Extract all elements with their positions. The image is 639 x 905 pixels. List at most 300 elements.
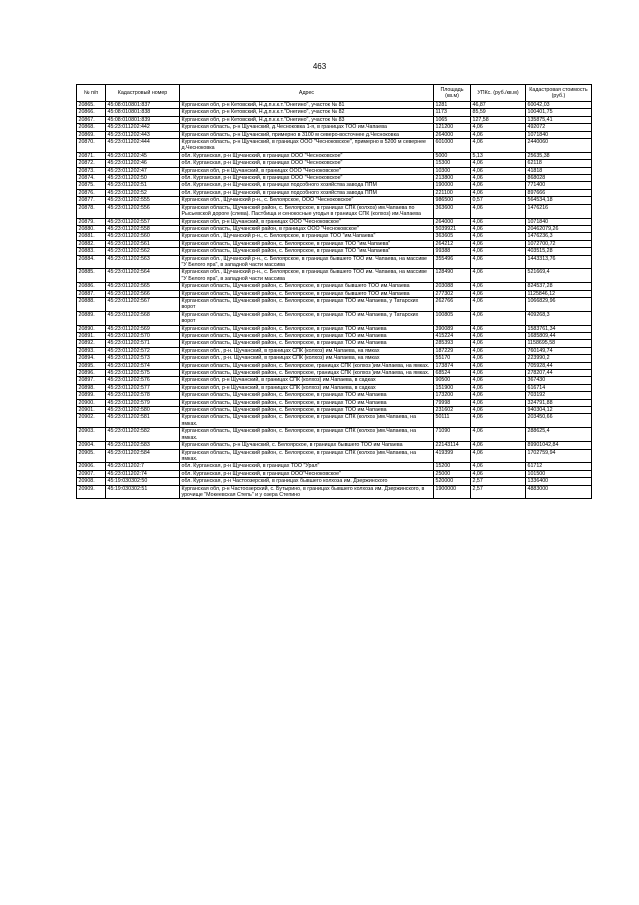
- cell-cadastral-value: 1072700,72: [526, 240, 592, 247]
- cell-cadastral-value: 41818: [526, 167, 592, 174]
- cell-number: 20896.: [77, 370, 106, 377]
- cell-cadastral-value: 367430: [526, 377, 592, 384]
- cell-area: 390089: [434, 325, 471, 332]
- cell-upks: 4,06: [471, 297, 526, 311]
- cell-upks: 4,06: [471, 160, 526, 167]
- cell-upks: 4,06: [471, 269, 526, 283]
- cell-cadastral-value: 62118: [526, 160, 592, 167]
- table-body: [77, 102, 592, 499]
- cell-cadastral-value: 101500: [526, 470, 592, 477]
- cell-address: Курганская область, Щучанский район, с. Белоярское, в границах ТОО им.Чапаева: [180, 340, 434, 347]
- cell-area: 190000: [434, 182, 471, 189]
- cell-cadastral-number: 45:23:011202:562: [106, 248, 180, 255]
- cell-number: 20905.: [77, 449, 106, 463]
- cell-cadastral-number: 45:23:011202:578: [106, 392, 180, 399]
- cell-number: 20878.: [77, 204, 106, 218]
- cell-cadastral-number: 45:23:011202:51: [106, 182, 180, 189]
- cell-cadastral-value: 492072: [526, 124, 592, 131]
- table-row: [77, 248, 592, 255]
- cell-upks: 4,06: [471, 311, 526, 325]
- cell-cadastral-value: 61712: [526, 463, 592, 470]
- cell-upks: 4,06: [471, 347, 526, 354]
- table-row: [77, 362, 592, 369]
- table-row: [77, 470, 592, 477]
- cell-area: 213800: [434, 175, 471, 182]
- cell-upks: 85,59: [471, 109, 526, 116]
- cell-number: 20898.: [77, 384, 106, 391]
- cell-address: Курганская обл., Щучанский р-н., с. Белоярское, в границах бывшего ТОО им. Чапаева, на массиве "У Белого яра", в западной части массива: [180, 255, 434, 269]
- cell-cadastral-number: 45:23:011202:580: [106, 407, 180, 414]
- cell-upks: 4,06: [471, 428, 526, 442]
- cell-address: Курганская обл, р-н Кетовский, Н.д.п.к.к.т."Онегино", участок № 81: [180, 102, 434, 109]
- cell-cadastral-number: 45:23:011202:46: [106, 160, 180, 167]
- cell-cadastral-number: 45:23:011202:579: [106, 399, 180, 406]
- cell-number: 20881.: [77, 233, 106, 240]
- cell-cadastral-number: 45:23:011202:582: [106, 428, 180, 442]
- cell-number: 20886.: [77, 283, 106, 290]
- cell-area: 264000: [434, 131, 471, 138]
- cell-cadastral-number: 45:23:011202:555: [106, 197, 180, 204]
- cell-cadastral-value: 1476236,3: [526, 233, 592, 240]
- cell-address: Курганская обл, р-н Щучанский, в границах ООО "Чесноковское": [180, 218, 434, 225]
- cell-cadastral-number: 45:23:011202:576: [106, 377, 180, 384]
- cell-address: Курганская область, р-н Щучанский, с. Белоярское, в границах бывшего ТОО им Чапаева: [180, 442, 434, 449]
- cell-upks: 5,13: [471, 152, 526, 159]
- table-row: [77, 478, 592, 485]
- cell-cadastral-number: 45:08:010801:838: [106, 109, 180, 116]
- cell-number: 20883.: [77, 248, 106, 255]
- cell-cadastral-value: 1443313,76: [526, 255, 592, 269]
- cell-area: 25000: [434, 470, 471, 477]
- cell-address: Курганская обл, р-н Кетовский, Н.д.п.к.к.т."Онегино", участок № 82: [180, 109, 434, 116]
- cell-cadastral-number: 45:23:011202:571: [106, 340, 180, 347]
- cell-upks: 4,06: [471, 204, 526, 218]
- cell-cadastral-number: 45:23:011202:74: [106, 470, 180, 477]
- cell-number: 20869.: [77, 131, 106, 138]
- cell-address: Курганская обл., Щучанский р-н., с. Белоярское, ООО "Чесноковское": [180, 197, 434, 204]
- cell-area: 90500: [434, 377, 471, 384]
- cell-upks: 4,06: [471, 442, 526, 449]
- cell-address: Курганская обл., Щучанский р-н., с. Белоярское, в границах ТОО "им.Чапаева": [180, 233, 434, 240]
- cell-address: Курганская область, Щучанский район, с. Белоярское, в границах бывшего ТОО им.Чапаева: [180, 290, 434, 297]
- table-row: [77, 311, 592, 325]
- table-row: [77, 197, 592, 204]
- cell-address: обл. Курганская, р-н Щучанский, в границах ООО "Чесноковское": [180, 175, 434, 182]
- cell-area: 1173: [434, 109, 471, 116]
- table-row: [77, 407, 592, 414]
- cell-cadastral-number: 45:23:011202:573: [106, 355, 180, 362]
- cell-address: Курганская область, Щучанский район, с. Белоярское, в границах СПК (колхоз) им.Чапаева по Рысьевской дороге (слева). Пастбища и сенокосные угодья в границах СПК (колхоз) им.Чапаева: [180, 204, 434, 218]
- cell-number: 20897.: [77, 377, 106, 384]
- cell-area: 71090: [434, 428, 471, 442]
- table-row: [77, 182, 592, 189]
- cell-area: 520000: [434, 478, 471, 485]
- cell-address: Курганская область, Щучанский район, с. Белоярское, в границах ТОО "им.Чапаева": [180, 248, 434, 255]
- cell-number: 20892.: [77, 340, 106, 347]
- cell-address: Курганская область, Щучанский район, с. Белоярское, в границах СПК (колхоз )им.Чапаева, на ямках.: [180, 414, 434, 428]
- cell-cadastral-value: 705928,44: [526, 362, 592, 369]
- cell-upks: 4,06: [471, 218, 526, 225]
- cell-address: Курганская область, Щучанский район, с. Белоярское, в границах ТОО "им.Чапаева": [180, 240, 434, 247]
- cell-address: обл. Курганская, р-н Щучанский, в границах ООО "Чесноковское": [180, 160, 434, 167]
- cell-number: 20879.: [77, 218, 106, 225]
- cell-area: 355496: [434, 255, 471, 269]
- cell-cadastral-value: 897666: [526, 189, 592, 196]
- cell-cadastral-value: 1158695,58: [526, 340, 592, 347]
- cell-area: 187229: [434, 347, 471, 354]
- cell-area: 100805: [434, 311, 471, 325]
- cell-cadastral-number: 45:23:011202:563: [106, 255, 180, 269]
- table-row: [77, 370, 592, 377]
- cell-cadastral-number: 45:19:030302:50: [106, 478, 180, 485]
- cell-address: Курганская обл, р-н Щучанский, в границах СПК (колхоз) им.Чапаева, в садках: [180, 377, 434, 384]
- cell-cadastral-value: 25635,38: [526, 152, 592, 159]
- cell-cadastral-number: 45:23:011202:442: [106, 124, 180, 131]
- cell-area: 363600: [434, 204, 471, 218]
- cell-cadastral-value: 278207,44: [526, 370, 592, 377]
- cell-upks: 4,06: [471, 362, 526, 369]
- cell-area: 264212: [434, 240, 471, 247]
- cell-number: 20880.: [77, 225, 106, 232]
- cell-number: 20890.: [77, 325, 106, 332]
- cell-cadastral-number: 45:23:011202:583: [106, 442, 180, 449]
- cell-address: Курганская область, Щучанский район, с. Белоярское, границах СПК (колхоз )им.Чапаева, на ямках.: [180, 370, 434, 377]
- cell-address: Курганская область, Щучанский район, с. Белоярское, в границах ТОО им.Чапаева, у Татарских ворот: [180, 297, 434, 311]
- cell-cadastral-value: 223990,2: [526, 355, 592, 362]
- cell-upks: 127,58: [471, 116, 526, 123]
- cell-number: 20870.: [77, 139, 106, 153]
- cell-cadastral-value: 403515,28: [526, 248, 592, 255]
- table-row: [77, 152, 592, 159]
- cell-number: 20882.: [77, 240, 106, 247]
- header-area: Площадь (кв.м): [434, 85, 471, 102]
- cell-address: обл. Курганская, р-н Щучанский, в границах ООО"Чесноковское": [180, 470, 434, 477]
- cell-area: 15200: [434, 463, 471, 470]
- cell-cadastral-value: 1476216: [526, 204, 592, 218]
- header-upks: УПКс. (руб./кв.м): [471, 85, 526, 102]
- cell-number: 20885.: [77, 269, 106, 283]
- table-row: [77, 428, 592, 442]
- header-number: № п/п: [77, 85, 106, 102]
- cell-cadastral-number: 45:23:011202:567: [106, 297, 180, 311]
- cell-area: 22143114: [434, 442, 471, 449]
- cell-number: 20875.: [77, 182, 106, 189]
- cell-cadastral-number: 45:23:011202:574: [106, 362, 180, 369]
- table-row: [77, 290, 592, 297]
- cell-address: обл. Курганская, р-н Щучанский, в границах ТОО "Урал": [180, 463, 434, 470]
- table-row: [77, 384, 592, 391]
- cell-address: Курганская область, Щучанский район, с. Белоярское, в границах ТОО им.Чапаева, у Татарских ворот: [180, 311, 434, 325]
- cell-cadastral-number: 45:23:011202:564: [106, 269, 180, 283]
- cell-area: 15300: [434, 160, 471, 167]
- cell-number: 20887.: [77, 290, 106, 297]
- cell-cadastral-number: 45:23:011202:443: [106, 131, 180, 138]
- cell-address: обл. Курганская, р-н Частоозерский, в границах бывшего колхоза им. Дзержинского: [180, 478, 434, 485]
- cell-cadastral-value: 868028: [526, 175, 592, 182]
- cell-address: обл. Курганская, р-н Щучанский, в границах ООО "Чесноковское": [180, 152, 434, 159]
- cell-upks: 4,06: [471, 290, 526, 297]
- cell-area: 203088: [434, 283, 471, 290]
- cell-upks: 4,06: [471, 470, 526, 477]
- cell-cadastral-value: 1125846,12: [526, 290, 592, 297]
- cell-area: 419399: [434, 449, 471, 463]
- cell-area: 285393: [434, 340, 471, 347]
- cell-address: Курганская область, р-н Щучанский, в границах ООО "Чесноковское", примерно в 5200 м севернее д.Чесноковка: [180, 139, 434, 153]
- cell-number: 20895.: [77, 362, 106, 369]
- table-row: [77, 485, 592, 499]
- cell-upks: 4,06: [471, 463, 526, 470]
- cell-address: Курганская область, Щучанский район, с. Белоярское, в границах СПК (колхоз )им.Чапаева, на ямках.: [180, 428, 434, 442]
- table-row: [77, 340, 592, 347]
- cell-number: 20877.: [77, 197, 106, 204]
- table-row: [77, 283, 592, 290]
- cell-cadastral-number: 45:23:011202:570: [106, 333, 180, 340]
- cell-address: Курганская обл, р-н Кетовский, Н.д.п.к.к.т."Онегино", участок № 83: [180, 116, 434, 123]
- table-row: [77, 255, 592, 269]
- cell-number: 20866.: [77, 109, 106, 116]
- cell-upks: 4,06: [471, 370, 526, 377]
- cell-area: 50111: [434, 414, 471, 428]
- table-row: [77, 449, 592, 463]
- cell-cadastral-value: 100401,75: [526, 109, 592, 116]
- cell-cadastral-number: 45:23:011202:575: [106, 370, 180, 377]
- page-number: 463: [312, 62, 327, 71]
- cell-upks: 4,06: [471, 325, 526, 332]
- cell-upks: 4,06: [471, 377, 526, 384]
- cell-upks: 4,06: [471, 407, 526, 414]
- cell-cadastral-number: 45:23:011202:561: [106, 240, 180, 247]
- cell-cadastral-value: 1071840: [526, 131, 592, 138]
- cell-cadastral-number: 45:23:011202:556: [106, 204, 180, 218]
- cell-address: Курганская область, Щучанский район, с. Белоярское, в границах ТОО им.Чапаева: [180, 392, 434, 399]
- cell-cadastral-number: 45:19:030302:51: [106, 485, 180, 499]
- cell-cadastral-value: 1066829,96: [526, 297, 592, 311]
- cell-area: 128490: [434, 269, 471, 283]
- cell-upks: 4,06: [471, 255, 526, 269]
- cell-address: Курганская область, Щучанский район, с. Белоярское, границах СПК (колхоз )им.Чапаева, на ямках.: [180, 362, 434, 369]
- cell-upks: 4,06: [471, 399, 526, 406]
- table-row: [77, 218, 592, 225]
- cell-cadastral-number: 45:23:011202:47: [106, 167, 180, 174]
- cell-upks: 2,57: [471, 485, 526, 499]
- cell-area: 231602: [434, 407, 471, 414]
- cell-area: 1065: [434, 116, 471, 123]
- cell-address: Курганская обл., р-н. Щучанский, в границах СПК (колхоз) им.Чапаева, на ямках: [180, 355, 434, 362]
- table-row: [77, 175, 592, 182]
- cell-number: 20868.: [77, 124, 106, 131]
- cell-upks: 46,87: [471, 102, 526, 109]
- cell-area: 264000: [434, 218, 471, 225]
- cell-cadastral-number: 45:08:010801:839: [106, 116, 180, 123]
- table-row: [77, 131, 592, 138]
- cell-address: Курганская область, Щучанский район, с. Белоярское, в границах бывшего ТОО им.Чапаева: [180, 283, 434, 290]
- cell-area: 277302: [434, 290, 471, 297]
- cell-number: 20899.: [77, 392, 106, 399]
- cell-cadastral-number: 45:23:011202:444: [106, 139, 180, 153]
- cell-number: 20889.: [77, 311, 106, 325]
- cell-area: 5039921: [434, 225, 471, 232]
- table-row: [77, 442, 592, 449]
- cell-address: Курганская обл, р-н Щучанский, в границах СПК (колхоз) им.Чапаева, в садках: [180, 384, 434, 391]
- cell-number: 20901.: [77, 407, 106, 414]
- cell-cadastral-number: 45:23:011202:45: [106, 152, 180, 159]
- cell-number: 20893.: [77, 347, 106, 354]
- cell-area: 151900: [434, 384, 471, 391]
- cell-number: 20906.: [77, 463, 106, 470]
- cell-number: 20873.: [77, 167, 106, 174]
- cell-cadastral-value: 1583761,34: [526, 325, 592, 332]
- cell-address: Курганская обл., р-н. Щучанский, в границах СПК (колхоз) им.Чапаева, на ямках: [180, 347, 434, 354]
- cell-upks: 4,06: [471, 384, 526, 391]
- table-row: [77, 392, 592, 399]
- cell-area: 262766: [434, 297, 471, 311]
- table-row: [77, 124, 592, 131]
- cell-address: Курганская область, Щучанский район, с. Белоярское, в границах СПК (колхоз )им.Чапаева, на ямках.: [180, 449, 434, 463]
- cell-upks: 4,06: [471, 333, 526, 340]
- cell-cadastral-value: 771400: [526, 182, 592, 189]
- cell-cadastral-value: 940304,12: [526, 407, 592, 414]
- cell-number: 20904.: [77, 442, 106, 449]
- cell-cadastral-number: 45:23:011202:560: [106, 233, 180, 240]
- cell-cadastral-value: 135875,41: [526, 116, 592, 123]
- cell-upks: 4,06: [471, 225, 526, 232]
- table-row: [77, 414, 592, 428]
- cell-cadastral-number: 45:23:011202:572: [106, 347, 180, 354]
- cell-number: 20888.: [77, 297, 106, 311]
- table-row: [77, 109, 592, 116]
- cell-number: 20894.: [77, 355, 106, 362]
- table-row: [77, 116, 592, 123]
- cell-area: 5000: [434, 152, 471, 159]
- cell-number: 20902.: [77, 414, 106, 428]
- cell-cadastral-value: 1071840: [526, 218, 592, 225]
- cell-cadastral-number: 45:23:011202:569: [106, 325, 180, 332]
- cell-number: 20867.: [77, 116, 106, 123]
- table-row: [77, 233, 592, 240]
- cell-upks: 4,06: [471, 182, 526, 189]
- cell-area: 221100: [434, 189, 471, 196]
- cell-cadastral-value: 89901042,84: [526, 442, 592, 449]
- cell-cadastral-value: 1702759,94: [526, 449, 592, 463]
- table-row: [77, 240, 592, 247]
- cell-upks: 4,06: [471, 283, 526, 290]
- cell-cadastral-number: 45:23:011202:584: [106, 449, 180, 463]
- cell-number: 20900.: [77, 399, 106, 406]
- cell-cadastral-number: 45:23:011202:577: [106, 384, 180, 391]
- cell-number: 20871.: [77, 152, 106, 159]
- cell-cadastral-number: 45:23:011202:50: [106, 175, 180, 182]
- table-row: [77, 355, 592, 362]
- cell-number: 20909.: [77, 485, 106, 499]
- cell-number: 20891.: [77, 333, 106, 340]
- cell-cadastral-value: 616714: [526, 384, 592, 391]
- cell-address: Курганская область, Щучанский район, в границах ООО "Чесноковское": [180, 225, 434, 232]
- header-cadastral-number: Кадастровый номер: [106, 85, 180, 102]
- header-address: Адрес: [180, 85, 434, 102]
- cell-address: Курганская область, Щучанский район, с. Белоярское, в границах ТОО им.Чапаева: [180, 325, 434, 332]
- cell-upks: 4,06: [471, 233, 526, 240]
- cell-cadastral-value: 2440060: [526, 139, 592, 153]
- cell-area: 10300: [434, 167, 471, 174]
- cell-cadastral-value: 1685809,44: [526, 333, 592, 340]
- table-row: [77, 167, 592, 174]
- cell-cadastral-value: 4883000: [526, 485, 592, 499]
- cell-cadastral-value: 521669,4: [526, 269, 592, 283]
- table-row: [77, 204, 592, 218]
- cell-upks: 4,06: [471, 124, 526, 131]
- cell-upks: 4,06: [471, 449, 526, 463]
- cell-address: Курганская область, р-н Щучанский, примерно в 3100 м северо-восточнее д.Чесноковка: [180, 131, 434, 138]
- table-row: [77, 139, 592, 153]
- cell-number: 20865.: [77, 102, 106, 109]
- cell-area: 173874: [434, 362, 471, 369]
- cell-cadastral-value: 564534,18: [526, 197, 592, 204]
- cell-cadastral-number: 45:23:011202:52: [106, 189, 180, 196]
- cell-area: 121200: [434, 124, 471, 131]
- cell-upks: 4,06: [471, 189, 526, 196]
- cell-upks: 4,06: [471, 340, 526, 347]
- cell-upks: 4,06: [471, 355, 526, 362]
- cell-address: Курганская обл, р-н Частоозерский, с. Бутырино, в границах бывшего колхоза им. Дзержинского, в урочище "Мокеевская Степь" и у озера Степино: [180, 485, 434, 499]
- header-cadastral-value: Кадастровая стоимость (руб.): [526, 85, 592, 102]
- cell-cadastral-number: 45:23:011202:558: [106, 225, 180, 232]
- cell-number: 20907.: [77, 470, 106, 477]
- cell-address: обл. Курганская, р-н Щучанский, в границах подсобного хозяйства завода ППМ: [180, 189, 434, 196]
- table-row: [77, 189, 592, 196]
- cell-area: 415224: [434, 333, 471, 340]
- cell-upks: 2,57: [471, 478, 526, 485]
- cell-area: 986500: [434, 197, 471, 204]
- cell-address: Курганская область, Щучанский район, с. Белоярское, в границах ТОО им.Чапаева: [180, 333, 434, 340]
- cell-cadastral-value: 324791,88: [526, 399, 592, 406]
- cell-cadastral-number: 45:23:011202:581: [106, 414, 180, 428]
- table-row: [77, 225, 592, 232]
- cell-cadastral-value: 20462079,26: [526, 225, 592, 232]
- table-row: [77, 399, 592, 406]
- cell-address: Курганская обл, р-н Щучанский, в границах ООО "Чесноковское": [180, 167, 434, 174]
- table-row: [77, 347, 592, 354]
- table-row: [77, 377, 592, 384]
- cadastral-table: [76, 84, 592, 499]
- table-row: [77, 160, 592, 167]
- cell-area: 601000: [434, 139, 471, 153]
- cell-cadastral-value: 203450,66: [526, 414, 592, 428]
- cell-upks: 4,06: [471, 414, 526, 428]
- cell-cadastral-value: 288625,4: [526, 428, 592, 442]
- cell-address: Курганская область, р-н Щучанский, д.Чесноковка 1-я, в границах ТОО им.Чапаева: [180, 124, 434, 131]
- cell-cadastral-number: 45:08:010801:837: [106, 102, 180, 109]
- cell-area: 99388: [434, 248, 471, 255]
- cell-area: 68524: [434, 370, 471, 377]
- cell-cadastral-value: 60042,03: [526, 102, 592, 109]
- cell-number: 20908.: [77, 478, 106, 485]
- cell-area: 363605: [434, 233, 471, 240]
- cell-upks: 4,06: [471, 139, 526, 153]
- cell-address: Курганская обл., Щучанский р-н., с. Белоярское, в границах бывшего ТОО им. Чапаева, на массиве "У Белого яра", в западной части массива: [180, 269, 434, 283]
- cell-upks: 4,06: [471, 240, 526, 247]
- table-row: [77, 325, 592, 332]
- cell-cadastral-value: 824537,28: [526, 283, 592, 290]
- cell-upks: 4,06: [471, 167, 526, 174]
- table-row: [77, 269, 592, 283]
- cell-address: Курганская область, Щучанский район, с. Белоярское, в границах ТОО им.Чапаева: [180, 407, 434, 414]
- cell-area: 173200: [434, 392, 471, 399]
- cell-upks: 0,57: [471, 197, 526, 204]
- cell-area: 55170: [434, 355, 471, 362]
- cell-cadastral-value: 409268,3: [526, 311, 592, 325]
- cell-cadastral-number: 45:23:011202:568: [106, 311, 180, 325]
- cell-address: Курганская область, Щучанский район, с. Белоярское, в границах ТОО им.Чапаева: [180, 399, 434, 406]
